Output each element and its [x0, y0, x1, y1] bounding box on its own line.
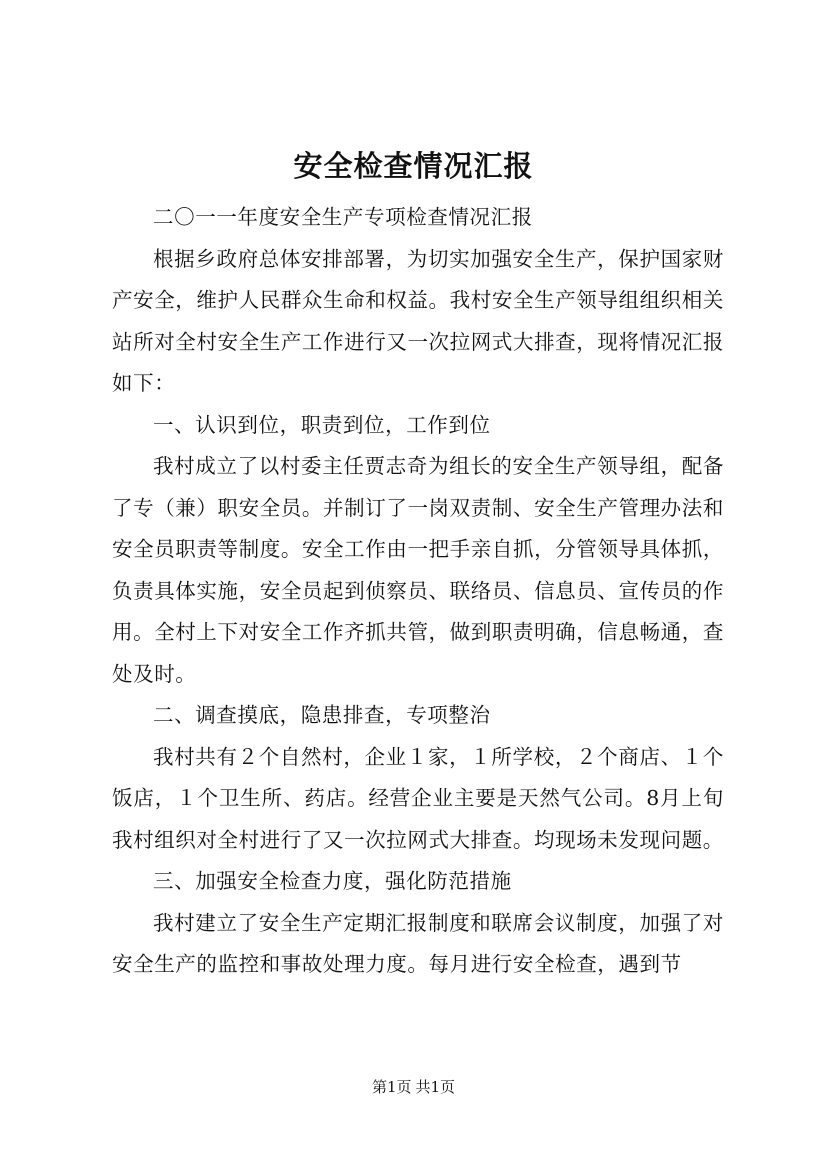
intro-paragraph: 根据乡政府总体安排部署，为切实加强安全生产，保护国家财产安全，维护人民群众生命和权益。我村安全生产领导组组织相关站所对全村安全生产工作进行又一次拉网式大排查，现将情况汇报如下： [112, 246, 724, 395]
document-body [112, 197, 724, 986]
subtitle-paragraph: 二〇一一年度安全生产专项检查情况汇报 [153, 205, 533, 229]
section-heading-3: 三、加强安全检查力度，强化防范措施 [153, 869, 512, 893]
section-2-paragraph: 我村共有２个自然村，企业１家，１所学校，２个商店、１个饭店，１个卫生所、药店。经营企业主要是天然气公司。8月上旬我村组织对全村进行了又一次拉网式大排查。均现场未发现问题。 [112, 744, 724, 852]
document-title: 安全检查情况汇报 [293, 149, 534, 183]
page-number: 第1页 [371, 1078, 412, 1096]
section-heading-2: 二、调查摸底，隐患排查，专项整治 [153, 703, 491, 727]
page-footer [0, 1077, 827, 1097]
section-1-paragraph: 我村成立了以村委主任贾志奇为组长的安全生产领导组，配备了专（兼）职安全员。并制订了一岗双责制、安全生产管理办法和安全员职责等制度。安全工作由一把手亲自抓，分管领导具体抓，负责具体实施，安全员起到侦察员、联络员、信息员、宣传员的作用。全村上下对安全工作齐抓共管，做到职责明确，信息畅通，查处及时。 [112, 454, 724, 686]
section-heading-1: 一、认识到位，职责到位，工作到位 [153, 412, 491, 437]
page-total: 共1页 [415, 1078, 456, 1096]
section-3-paragraph: 我村建立了安全生产定期汇报制度和联席会议制度，加强了对安全生产的监控和事故处理力度。每月进行安全检查，遇到节 [112, 910, 724, 976]
